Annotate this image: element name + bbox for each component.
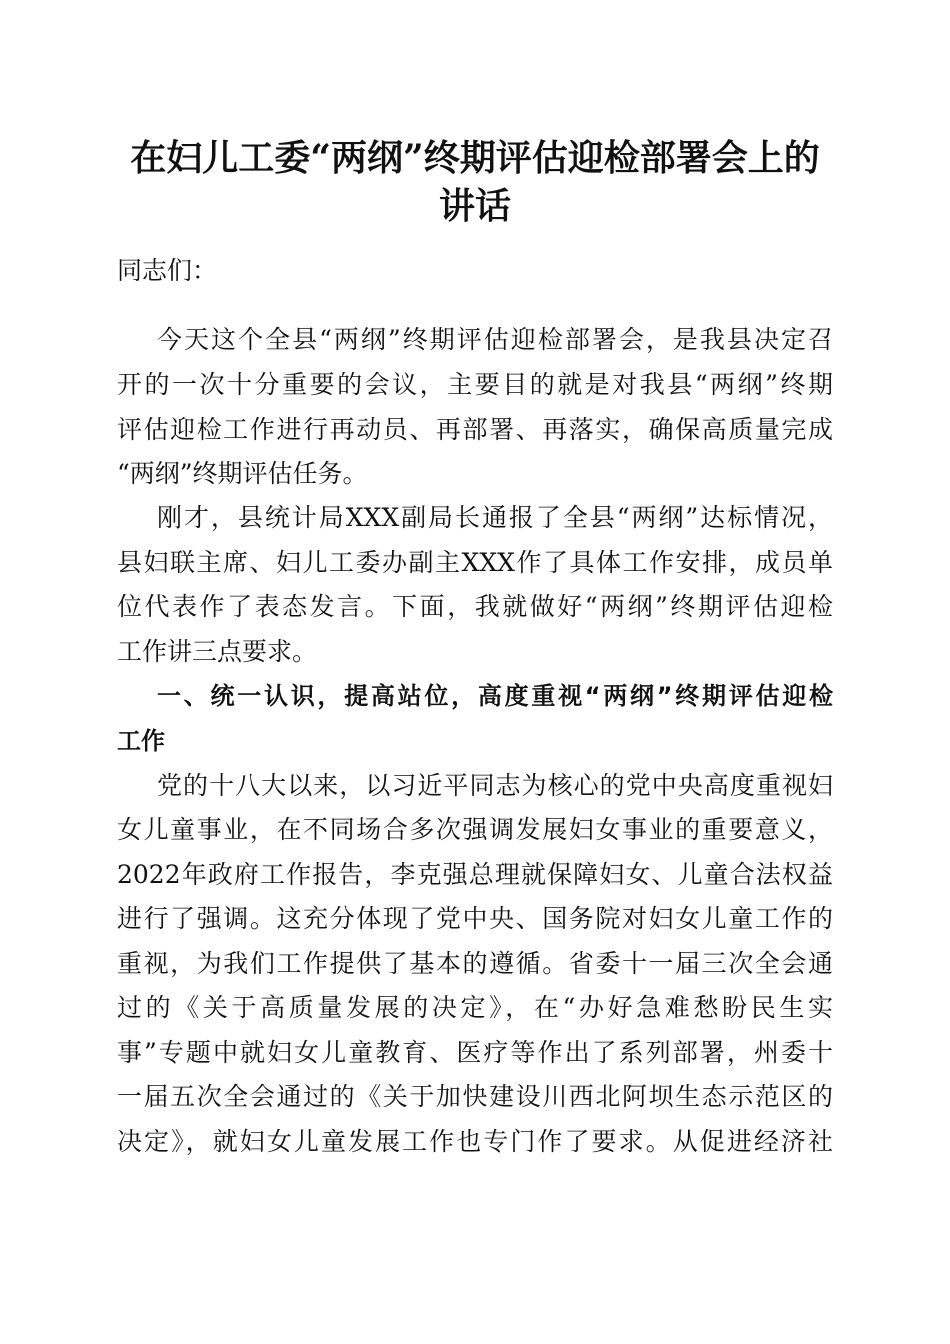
paragraph-line: 开的一次十分重要的会议，主要目的就是对我县“两纲”终期 — [117, 370, 833, 399]
paragraph-line: 县妇联主席、妇儿工委办副主XXX作了具体工作安排，成员单 — [117, 548, 833, 577]
paragraph-line: 重视，为我们工作提供了基本的遵循。省委十一届三次全会通 — [117, 949, 833, 978]
paragraph-line: 工作讲三点要求。 — [117, 637, 318, 666]
paragraph-line: 2022年政府工作报告，李克强总理就保障妇女、儿童合法权益 — [117, 860, 833, 889]
section-heading-line: 一、统一认识，提高站位，高度重视“两纲”终期评估迎检 — [157, 682, 833, 710]
paragraph-line: 今天这个全县“两纲”终期评估迎检部署会，是我县决定召 — [157, 325, 833, 354]
paragraph-line: 过的《关于高质量发展的决定》，在“办好急难愁盼民生实 — [117, 993, 833, 1022]
paragraph-line: 事”专题中就妇女儿童教育、医疗等作出了系列部署，州委十 — [117, 1038, 833, 1067]
paragraph-line: 进行了强调。这充分体现了党中央、国务院对妇女儿童工作的 — [117, 904, 833, 933]
paragraph-line: 决定》，就妇女儿童发展工作也专门作了要求。从促进经济社 — [117, 1127, 833, 1156]
paragraph-line: “两纲”终期评估任务。 — [117, 459, 368, 488]
document-title-line-1: 在妇儿工委“两纲”终期评估迎检部署会上的 — [130, 137, 820, 179]
paragraph-line: 女儿童事业，在不同场合多次强调发展妇女事业的重要意义， — [117, 815, 833, 844]
section-heading-line: 工作 — [117, 727, 165, 755]
paragraph-line: 党的十八大以来，以习近平同志为核心的党中央高度重视妇 — [157, 771, 833, 800]
document-title-line-2: 讲话 — [438, 185, 511, 227]
paragraph-line: 评估迎检工作进行再动员、再部署、再落实，确保高质量完成 — [117, 415, 833, 444]
paragraph-line: 一届五次全会通过的《关于加快建设川西北阿坝生态示范区的 — [117, 1082, 833, 1111]
paragraph-line: 位代表作了表态发言。下面，我就做好“两纲”终期评估迎检 — [117, 592, 833, 621]
paragraph-line: 刚才，县统计局XXX副局长通报了全县“两纲”达标情况， — [157, 503, 833, 532]
salutation: 同志们： — [117, 256, 218, 285]
